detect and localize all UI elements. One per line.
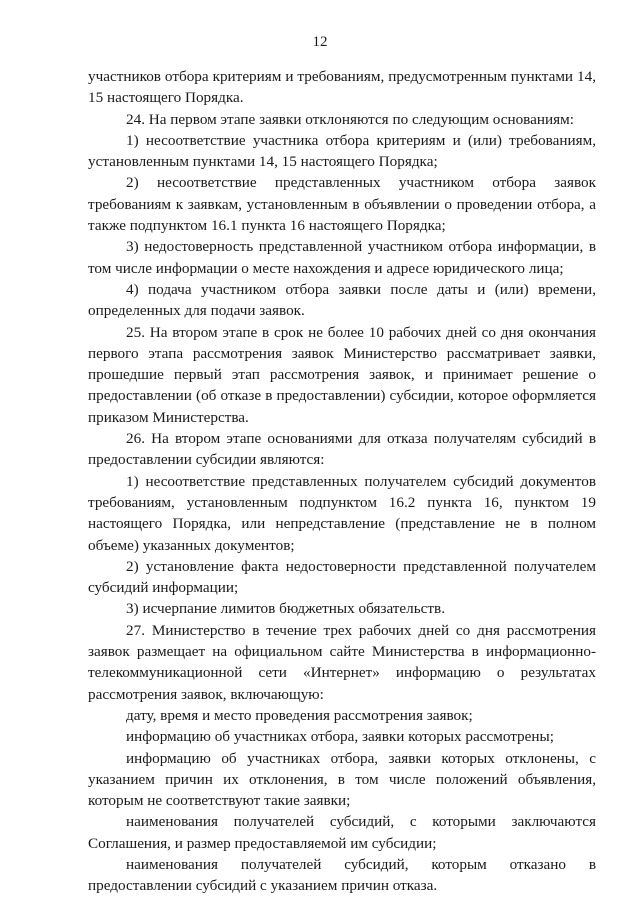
- paragraph-26-item-2: 2) установление факта недостоверности представленной получателем субсидий информации;: [88, 557, 596, 597]
- paragraph-27-item-reviewed: информацию об участниках отбора, заявки которых рассмотрены;: [126, 728, 554, 746]
- paragraph-27-item-date: дату, время и место проведения рассмотрения заявок;: [126, 706, 473, 724]
- paragraph-27: 27. Министерство в течение трех рабочих дней со дня рассмотрения заявок размещает на официальном сайте Министерства в информационно-телекоммуникационной сети «Интернет» информацию о результатах рассмотрения заявок, включающую:: [88, 621, 596, 703]
- paragraph-26-item-1: 1) несоответствие представленных получателем субсидий документов требованиям, установленным подпунктом 16.2 пункта 16, пунктом 19 настоящего Порядка, или непредставление (представление не в полном объеме) указанных документов;: [88, 472, 596, 554]
- page-number: 12: [312, 34, 328, 50]
- paragraph-25: 25. На втором этапе в срок не более 10 рабочих дней со дня окончания первого этапа рассмотрения заявок Министерство рассматривает заявки, прошедшие первый этап рассмотрения заявок, и принимает решение о предоставлении (об отказе в предоставлении) субсидии, которое оформляется приказом Министерства.: [88, 323, 596, 426]
- paragraph-24-item-4: 4) подача участником отбора заявки после даты и (или) времени, определенных для подачи заявок.: [88, 280, 596, 320]
- paragraph-24-item-1: 1) несоответствие участника отбора критериям и (или) требованиям, установленным пунктами 14, 15 настоящего Порядка;: [88, 131, 596, 171]
- paragraph-27-item-rejected: информацию об участниках отбора, заявки которых отклонены, с указанием причин их отклонения, в том числе положений объявления, которым не соответствуют такие заявки;: [88, 749, 596, 810]
- paragraph-continuation: участников отбора критериям и требованиям, предусмотренным пунктами 14, 15 настоящего Порядка.: [88, 68, 596, 107]
- paragraph-26-item-3: 3) исчерпание лимитов бюджетных обязательств.: [126, 600, 446, 618]
- paragraph-27-item-recipients: наименования получателей субсидий, с которыми заключаются Соглашения, и размер предоставляемой им субсидии;: [88, 813, 596, 852]
- paragraph-27-item-refused: наименования получателей субсидий, которым отказано в предоставлении субсидий с указанием причин отказа.: [88, 855, 596, 895]
- paragraph-24: 24. На первом этапе заявки отклоняются по следующим основаниям:: [126, 110, 574, 128]
- paragraph-24-item-3: 3) недостоверность представленной участником отбора информации, в том числе информации о месте нахождения и адресе юридического лица;: [88, 238, 596, 277]
- document-body: [88, 66, 596, 897]
- paragraph-24-item-2: 2) несоответствие представленных участником отбора заявок требованиям к заявкам, установленным в объявлении о проведении отбора, а также подпунктом 16.1 пункта 16 настоящего Порядка;: [88, 174, 596, 235]
- paragraph-26: 26. На втором этапе основаниями для отказа получателям субсидий в предоставлении субсидии являются:: [88, 430, 596, 469]
